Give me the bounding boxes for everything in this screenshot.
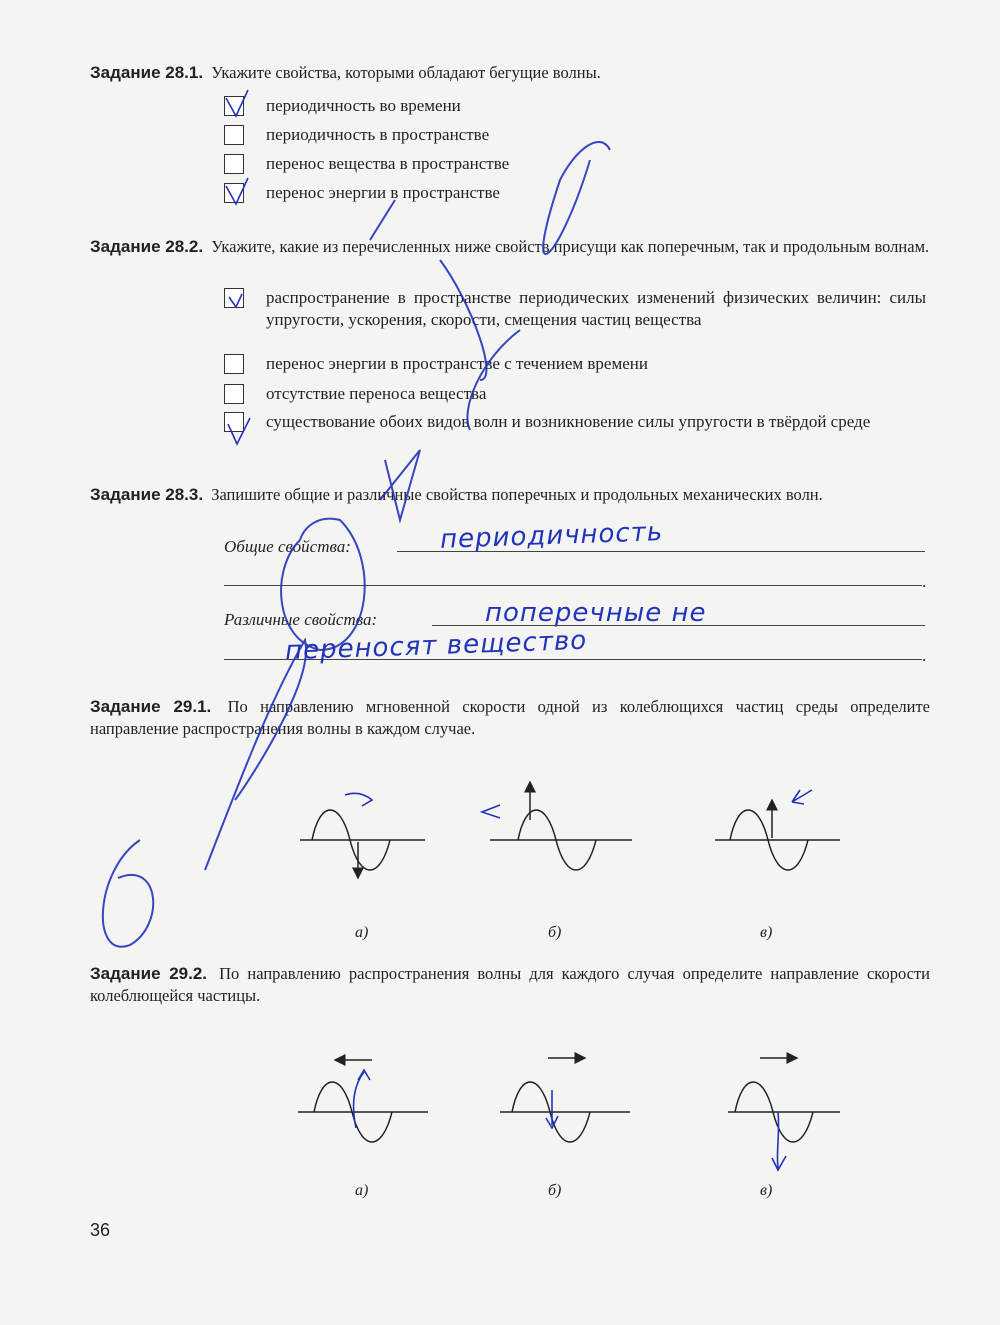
- arrow-down-icon: [546, 1090, 558, 1128]
- figure-label-c: в): [760, 1182, 773, 1199]
- period: .: [922, 572, 927, 591]
- handwritten-answer-common: периодичность: [439, 517, 664, 555]
- scribble-overlay: [103, 142, 610, 947]
- figure-label-b: б): [548, 1182, 562, 1199]
- page-number: 36: [90, 1220, 111, 1240]
- figure-label-b: б): [548, 924, 562, 941]
- figure-label-a: а): [355, 924, 369, 941]
- handwritten-answer-diff-2: переносят вещество: [284, 625, 588, 667]
- common-properties-label: Общие свойства:: [224, 537, 351, 556]
- task-text: По направлению распространения волны для каждого случая определите направление скорости колеблющейся частицы.: [90, 964, 931, 1005]
- arrow-left-icon: [482, 805, 500, 818]
- answer-arrows-29-1: [345, 790, 812, 818]
- task-text: Укажите свойства, которыми обладают бегущие волны.: [211, 63, 601, 82]
- answer-arrows-29-2: [354, 1070, 786, 1170]
- checkmark-icon: [226, 90, 248, 116]
- arrow-icon: [792, 790, 812, 804]
- task-text: По направлению мгновенной скорости одной из колеблющихся частиц среды определите направление распространения волны в каждом случае.: [90, 697, 931, 738]
- period: .: [922, 646, 927, 665]
- scribble-stroke: [543, 142, 610, 254]
- arrow-right-icon: [345, 793, 372, 806]
- scribble-stroke: [205, 640, 306, 870]
- checkmark-icon: [226, 178, 248, 204]
- figures-29-1: [300, 782, 840, 878]
- task-label: Задание 29.1.: [90, 697, 212, 716]
- different-properties-label: Различные свойства:: [224, 610, 378, 629]
- checkmark-icon: [229, 294, 242, 307]
- task-label: Задание 28.1.: [90, 63, 204, 82]
- arrow-down-icon: [772, 1112, 786, 1170]
- figure-label-a: а): [355, 1182, 369, 1199]
- scribble-stroke: [103, 840, 153, 947]
- checkmark-icon: [228, 418, 250, 444]
- task-text: Запишите общие и различные свойства поперечных и продольных механических волн.: [211, 485, 823, 504]
- scribble-stroke: [370, 200, 395, 240]
- task-label: Задание 29.2.: [90, 964, 208, 983]
- scribble-stroke: [380, 450, 420, 520]
- scribble-stroke: [440, 260, 486, 380]
- task-label: Задание 28.2.: [90, 237, 204, 256]
- checkmarks: [226, 90, 250, 444]
- arrow-up-icon: [354, 1070, 370, 1128]
- task-text: Укажите, какие из перечисленных ниже свойств присущи как поперечным, так и продольным волнам.: [211, 237, 930, 256]
- figures-29-2: [298, 1058, 840, 1142]
- task-label: Задание 28.3.: [90, 485, 204, 504]
- scribble-stroke: [467, 330, 520, 430]
- handwritten-answer-diff-1: поперечные не: [485, 598, 707, 628]
- figure-label-c: в): [760, 924, 773, 941]
- workbook-page: Задание 28.1. Укажите свойства, которыми обладают бегущие волны. периодичность во времени периодичность в пространстве перенос вещества в пространстве перенос энергии в пространстве Задание 28.2. Укажите, какие из перечисленных ниже свойств присущи как поперечным, так и продольным волнам. распространение в пространстве периодических изменений физических величин: силы упругости, ускорения, скорости, смещения частиц вещества перенос энергии в пространстве с течением времени отсутствие переноса вещества существование обоих видов волн и возникновение силы упругости в твёрдой среде Задание 28.3. Запишите общие и различные свойства поперечных и продольных механических волн. Общие свойства: периодичность . Различные свойства: поперечные не переносят вещество . Задание 29.1. По направлению мгновенной скорости одной из колеблющихся частиц среды определите направление распространения волны в каждом случае. а) б) в) Задание 29.2. По направлению распространения волны для каждого случая определите направление скорости колеблющейся частицы. а) б) в) 36: [0, 0, 1000, 1325]
- scribble-stroke: [281, 519, 365, 650]
